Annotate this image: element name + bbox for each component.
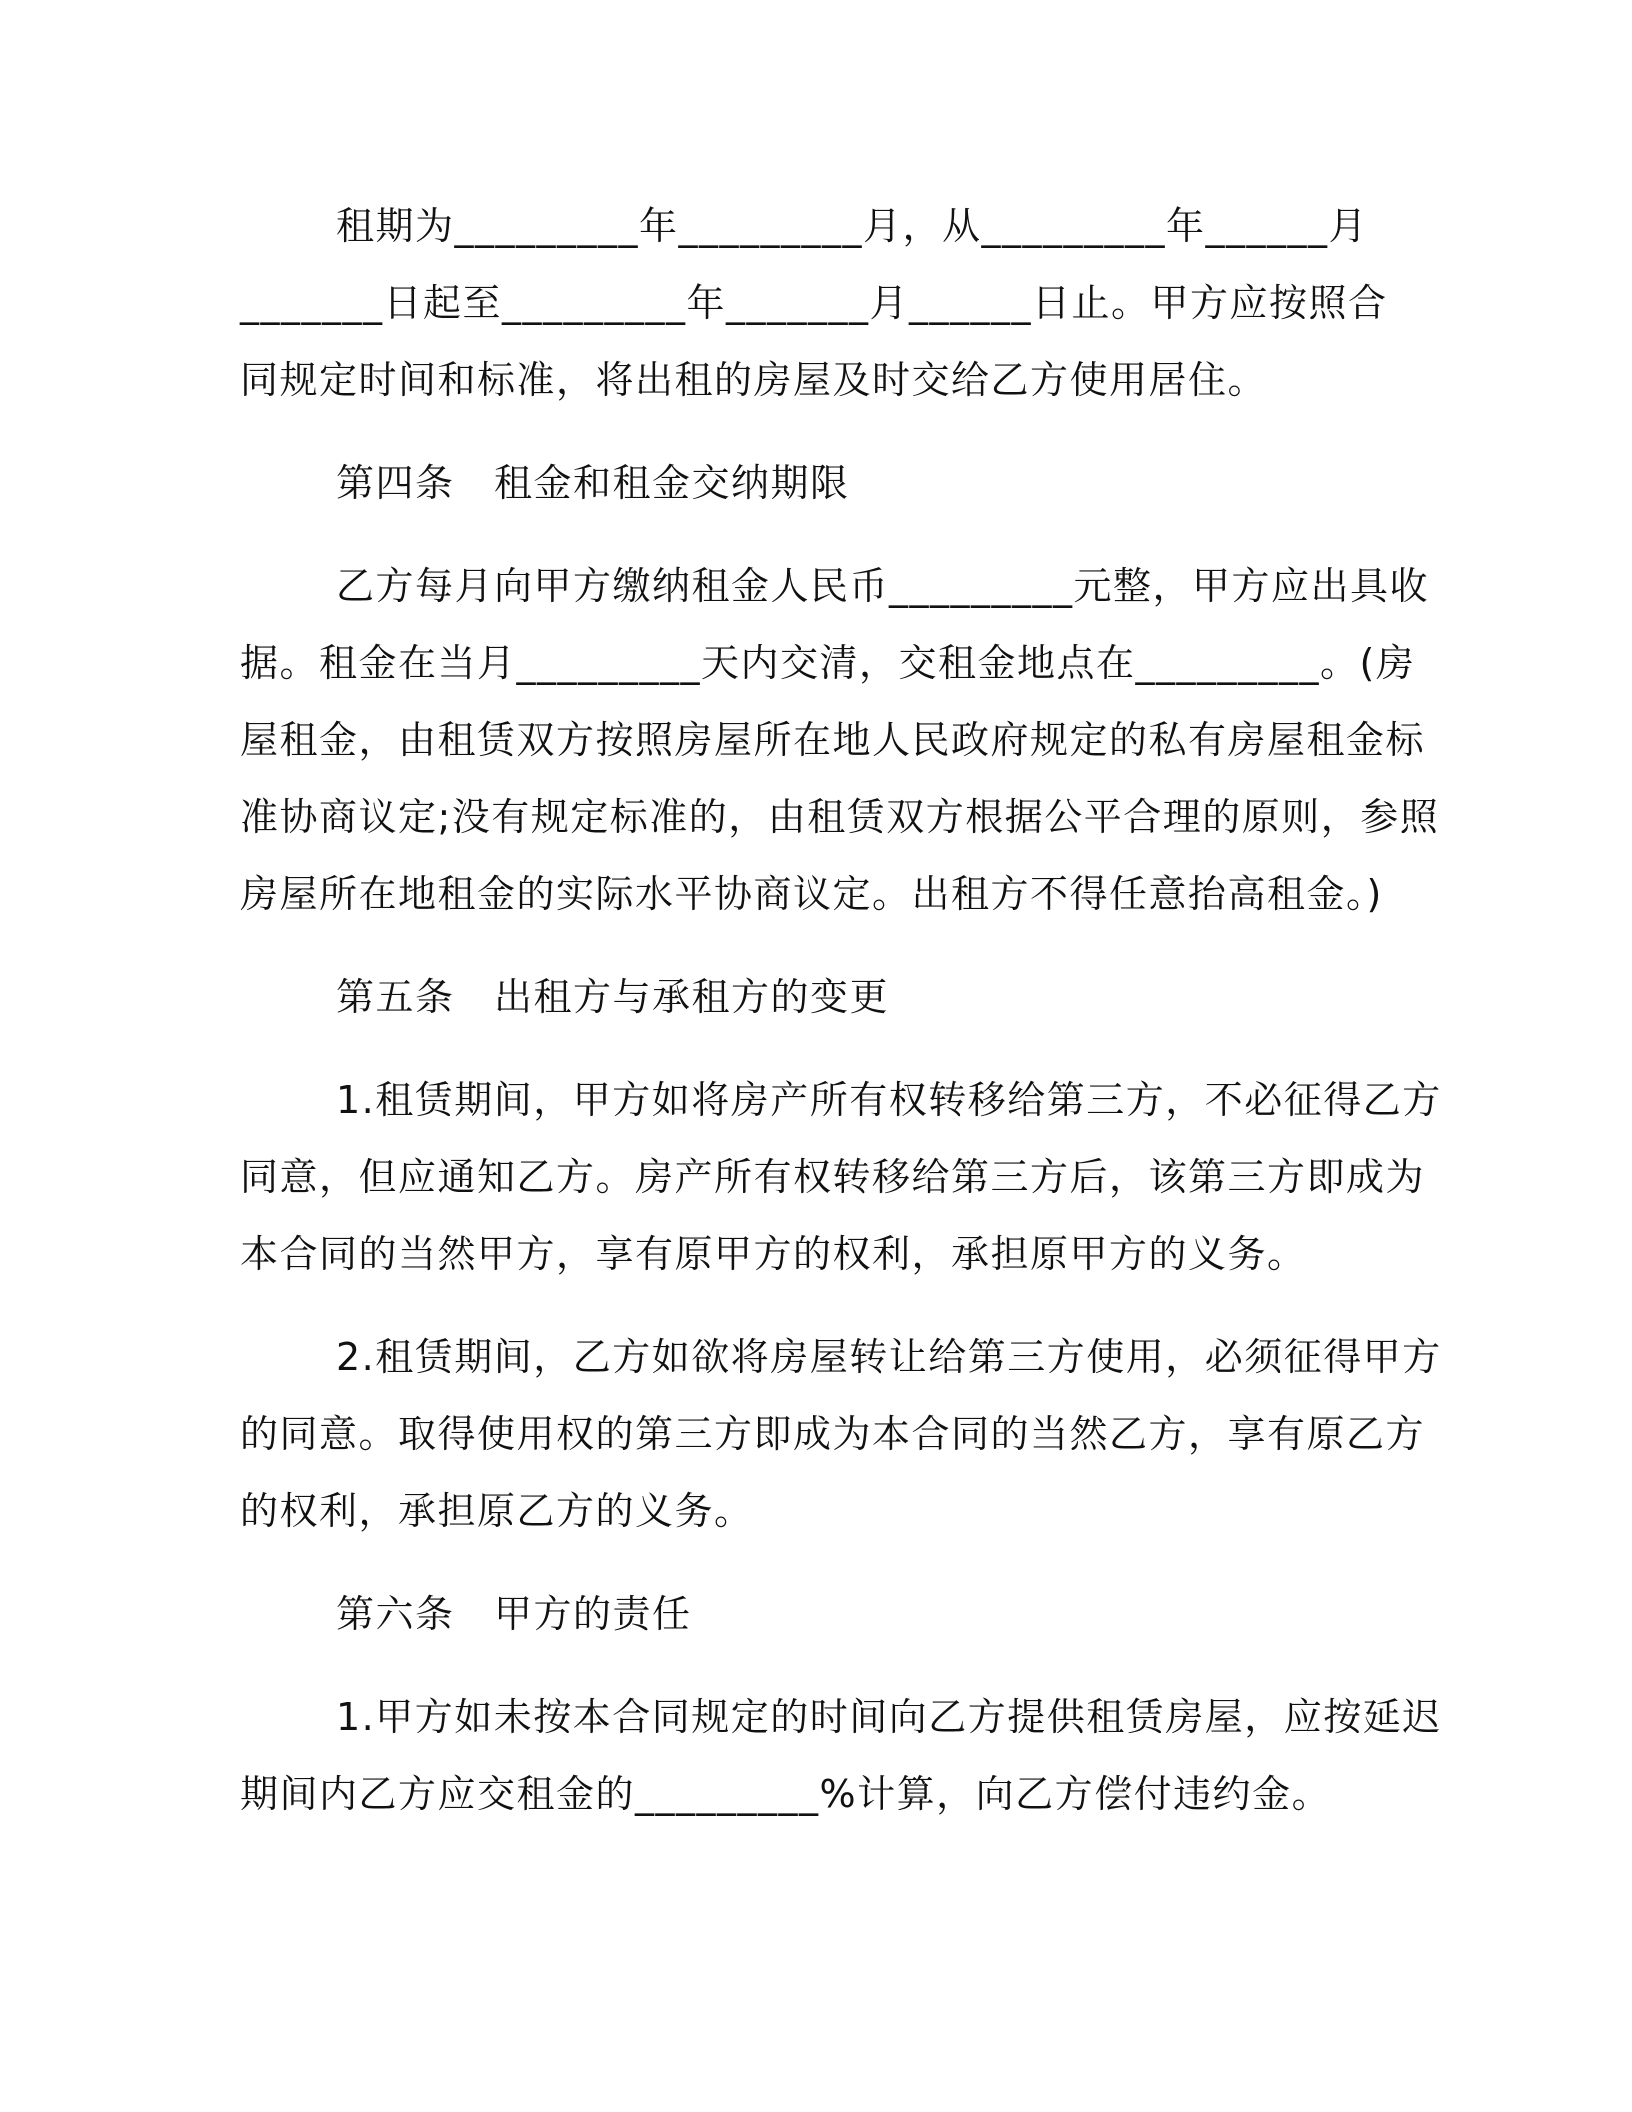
- text-line: 1.租赁期间，甲方如将房产所有权转移给第三方，不必征得乙方: [336, 1078, 1442, 1122]
- text-line: 同意，但应通知乙方。房产所有权转移给第三方后，该第三方即成为: [240, 1155, 1426, 1199]
- article-5-item-1: [240, 1062, 1442, 1293]
- text-line: 准协商议定;没有规定标准的，由租赁双方根据公平合理的原则，参照: [240, 795, 1440, 839]
- text-line: 2.租赁期间，乙方如欲将房屋转让给第三方使用，必须征得甲方: [336, 1335, 1442, 1379]
- text-line: 期间内乙方应交租金的_________%计算，向乙方偿付违约金。: [240, 1772, 1332, 1816]
- text-line: 据。租金在当月_________天内交清，交租金地点在_________。(房: [240, 641, 1416, 685]
- document-page: [240, 188, 1442, 1833]
- text-line: 同规定时间和标准，将出租的房屋及时交给乙方使用居住。: [240, 358, 1268, 402]
- text-line: 屋租金，由租赁双方按照房屋所在地人民政府规定的私有房屋租金标: [240, 718, 1426, 762]
- text-line: 的同意。取得使用权的第三方即成为本合同的当然乙方，享有原乙方: [240, 1412, 1426, 1456]
- term-paragraph: [240, 188, 1396, 419]
- article-6-heading: 第六条 甲方的责任: [336, 1592, 692, 1636]
- text-line: 的权利，承担原乙方的义务。: [240, 1489, 754, 1533]
- text-line: 租期为_________年_________月，从_________年______月: [336, 204, 1369, 248]
- text-line: 1.甲方如未按本合同规定的时间向乙方提供租赁房屋，应按延迟: [336, 1695, 1442, 1739]
- article-6-item-1: [240, 1679, 1442, 1833]
- text-line: 房屋所在地租金的实际水平协商议定。出租方不得任意抬高租金。): [240, 872, 1383, 916]
- article-4-body: [240, 548, 1440, 933]
- text-line: 乙方每月向甲方缴纳租金人民币_________元整，甲方应出具收: [336, 564, 1430, 608]
- text-line: _______日起至_________年_______月______日止。甲方应按照合: [240, 281, 1388, 325]
- article-4-heading: 第四条 租金和租金交纳期限: [336, 461, 850, 505]
- text-line: 本合同的当然甲方，享有原甲方的权利，承担原甲方的义务。: [240, 1232, 1307, 1276]
- article-5-item-2: [240, 1319, 1442, 1550]
- article-5-heading: 第五条 出租方与承租方的变更: [336, 975, 890, 1019]
